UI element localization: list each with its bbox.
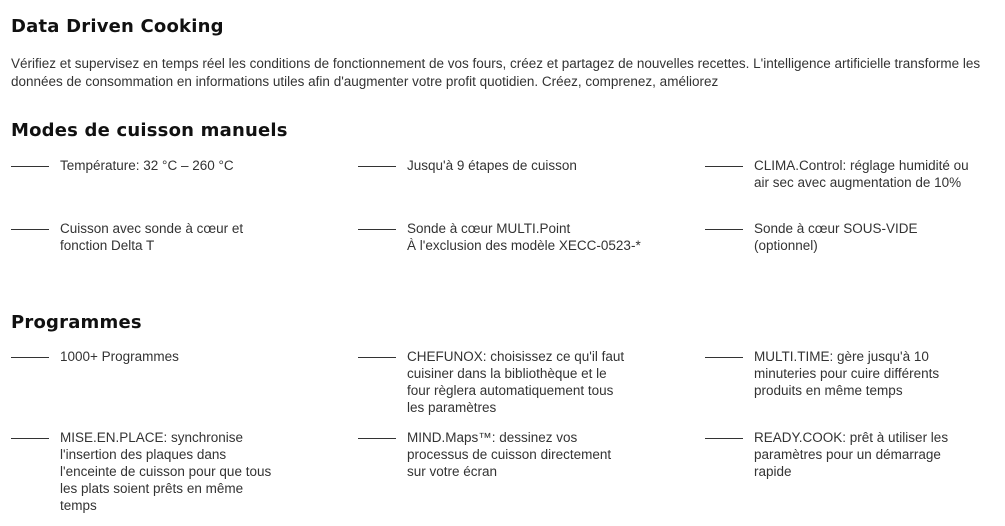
list-item-text: Sonde à cœur MULTI.Point À l'exclusion des modèle XECC-0523-*	[407, 221, 641, 253]
list-item-text: CLIMA.Control: réglage humidité ou air sec avec augmentation de 10%	[754, 158, 969, 190]
dash-divider	[11, 166, 49, 167]
list-item-text: Sonde à cœur SOUS-VIDE (optionnel)	[754, 221, 918, 253]
list-item	[705, 348, 995, 429]
list-item	[705, 429, 995, 519]
list-item	[11, 157, 358, 220]
list-item	[11, 220, 358, 280]
list-item-text: MISE.EN.PLACE: synchronise l'insertion des plaques dans l'enceinte de cuisson pour que tous les plats soient prêts en même temps	[60, 430, 272, 513]
programs-list	[11, 348, 1001, 519]
section-heading-programs: Programmes	[11, 312, 142, 333]
intro-paragraph: Vérifiez et supervisez en temps réel les conditions de fonctionnement de vos fours, créez et partagez de nouvelles recettes. L'intelligence artificielle transforme les données de consommation en informations utiles afin d'augmenter votre profit quotidien. Créez, comprenez, améliorez	[11, 56, 981, 89]
list-item-text: Température: 32 °C – 260 °C	[60, 158, 234, 173]
dash-divider	[11, 438, 49, 439]
list-item-text: MULTI.TIME: gère jusqu'à 10 minuteries pour cuire différents produits en même temps	[754, 349, 940, 398]
list-item	[358, 220, 705, 280]
list-item-text: 1000+ Programmes	[60, 349, 179, 364]
list-item-text: CHEFUNOX: choisissez ce qu'il faut cuisiner dans la bibliothèque et le four règlera automatiquement tous les paramètres	[407, 349, 625, 415]
dash-divider	[358, 357, 396, 358]
list-item	[705, 157, 995, 220]
list-item-text: Cuisson avec sonde à cœur et fonction Delta T	[60, 221, 244, 253]
list-item-text: READY.COOK: prêt à utiliser les paramètres pour un démarrage rapide	[754, 430, 949, 479]
dash-divider	[358, 438, 396, 439]
list-item-text: MIND.Maps™: dessinez vos processus de cuisson directement sur votre écran	[407, 430, 612, 479]
list-item	[11, 348, 358, 429]
list-item	[358, 348, 705, 429]
list-item-text: Jusqu'à 9 étapes de cuisson	[407, 158, 577, 173]
dash-divider	[705, 229, 743, 230]
list-item	[358, 157, 705, 220]
list-item	[11, 429, 358, 519]
dash-divider	[705, 166, 743, 167]
dash-divider	[705, 438, 743, 439]
page-title: Data Driven Cooking	[11, 16, 224, 37]
list-item	[358, 429, 705, 519]
dash-divider	[358, 229, 396, 230]
section-heading-manual-modes: Modes de cuisson manuels	[11, 120, 288, 141]
dash-divider	[11, 229, 49, 230]
dash-divider	[11, 357, 49, 358]
manual-modes-list	[11, 157, 1001, 280]
dash-divider	[705, 357, 743, 358]
dash-divider	[358, 166, 396, 167]
list-item	[705, 220, 995, 280]
